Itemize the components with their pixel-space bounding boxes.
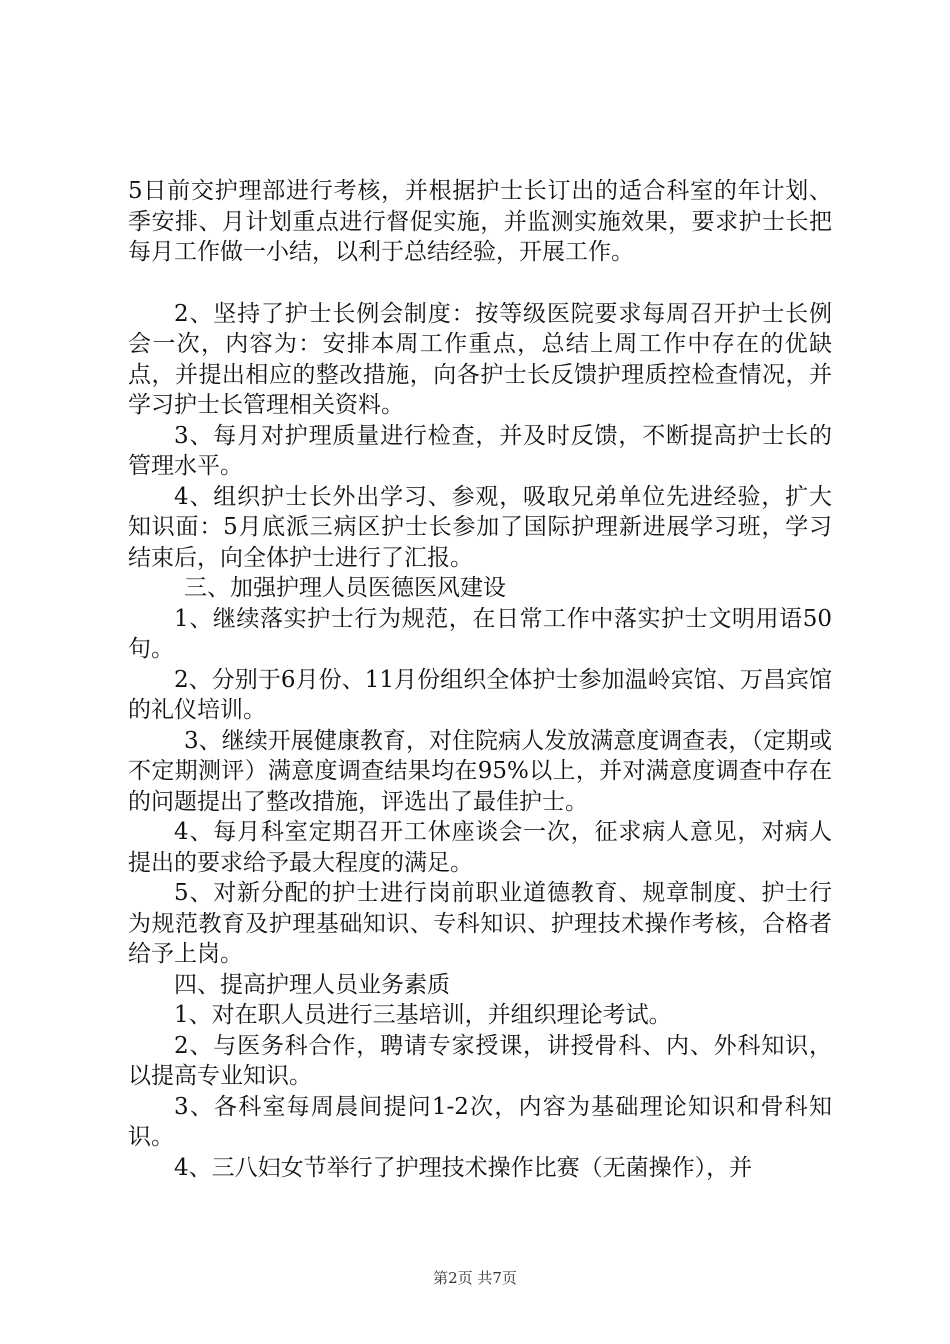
paragraph-7: 3、继续开展健康教育，对住院病人发放满意度调查表，（定期或不定期测评）满意度调查结果均在95%以上，并对满意度调查中存在的问题提出了整改措施，评选出了最佳护士。	[128, 727, 832, 815]
paragraph-8: 4、每月科室定期召开工休座谈会一次，征求病人意见，对病人提出的要求给予最大程度的满足。	[128, 819, 832, 876]
document-body	[128, 176, 832, 1183]
paragraph-9: 5、对新分配的护士进行岗前职业道德教育、规章制度、护士行为规范教育及护理基础知识、专科知识、护理技术操作考核，合格者给予上岗。	[128, 880, 832, 967]
paragraph-2: 2、坚持了护士长例会制度：按等级医院要求每周召开护士长例会一次，内容为：安排本周工作重点，总结上周工作中存在的优缺点，并提出相应的整改措施，向各护士长反馈护理质控检查情况，并学习护士长管理相关资料。	[128, 300, 832, 418]
paragraph-4: 4、组织护士长外出学习、参观，吸取兄弟单位先进经验，扩大知识面：5月底派三病区护士长参加了国际护理新进展学习班，学习结束后，向全体护士进行了汇报。	[128, 483, 832, 571]
paragraph-10: 1、对在职人员进行三基培训，并组织理论考试。	[174, 1002, 672, 1028]
paragraph-12: 3、各科室每周晨间提问1-2次，内容为基础理论知识和骨科知识。	[128, 1093, 832, 1150]
paragraph-3: 3、每月对护理质量进行检查，并及时反馈，不断提高护士长的管理水平。	[128, 422, 832, 479]
paragraph-6: 2、分别于6月份、11月份组织全体护士参加温岭宾馆、万昌宾馆的礼仪培训。	[128, 666, 832, 723]
paragraph-13: 4、三八妇女节举行了护理技术操作比赛（无菌操作），并	[174, 1154, 753, 1181]
page-number-footer: 第2页 共7页	[433, 1269, 517, 1287]
paragraph-1: 5日前交护理部进行考核，并根据护士长订出的适合科室的年计划、季安排、月计划重点进行督促实施，并监测实施效果，要求护士长把每月工作做一小结，以利于总结经验，开展工作。	[128, 178, 832, 265]
section-heading-3: 三、加强护理人员医德医风建设	[184, 575, 506, 601]
paragraph-11: 2、与医务科合作，聘请专家授课，讲授骨科、内、外科知识，以提高专业知识。	[128, 1032, 832, 1089]
paragraph-gap	[128, 268, 832, 299]
paragraph-5: 1、继续落实护士行为规范，在日常工作中落实护士文明用语50句。	[128, 605, 832, 662]
section-heading-4: 四、提高护理人员业务素质	[174, 971, 450, 998]
